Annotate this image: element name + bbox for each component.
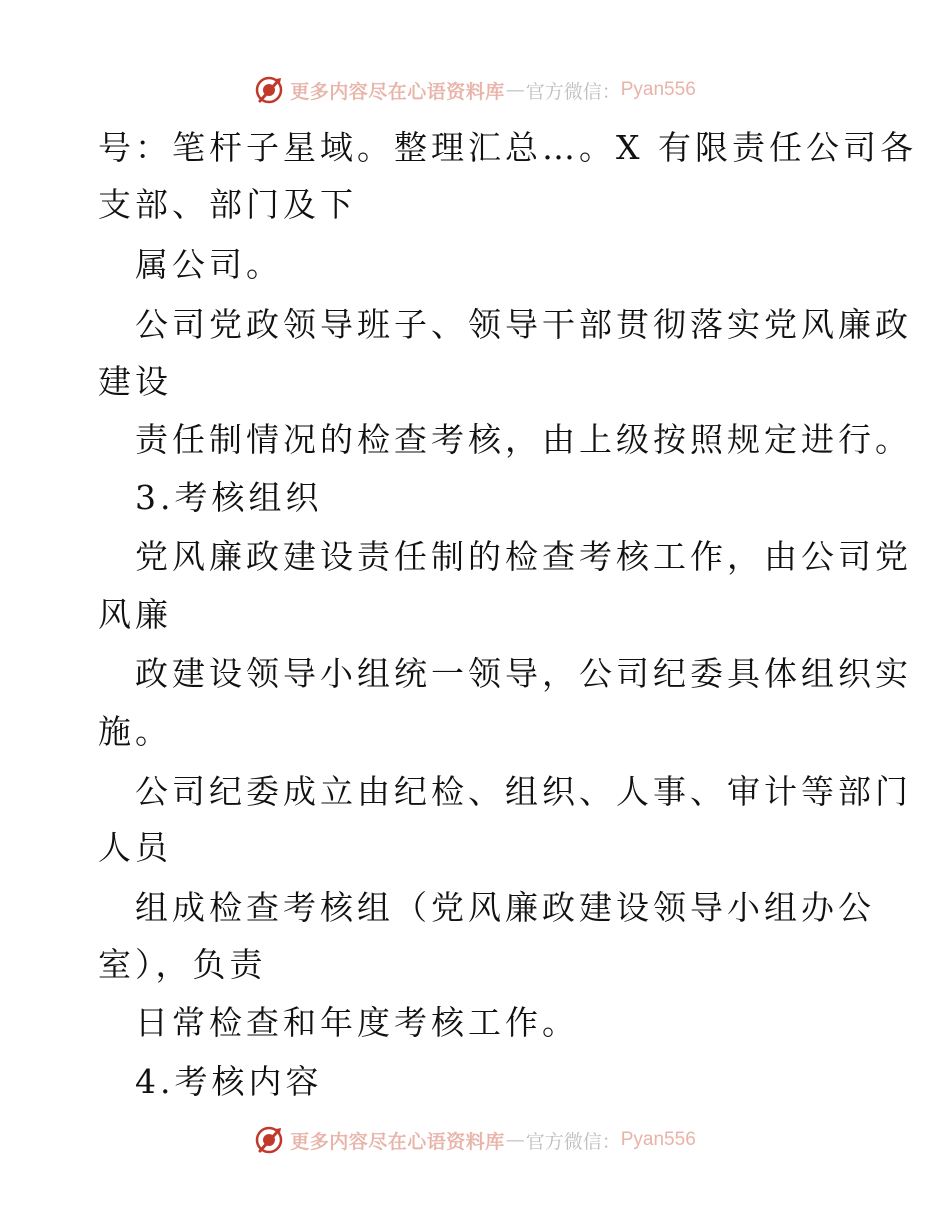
text-line: 建设 [98, 362, 172, 401]
text-line: 公司纪委成立由纪检、组织、人事、审计等部门 [135, 772, 912, 811]
section-heading: 4.考核内容 [135, 1062, 323, 1101]
text-line: 人员 [98, 828, 172, 867]
text-line: 责任制情况的检查考核，由上级按照规定进行。 [135, 420, 912, 459]
text-line: 组成检查考核组（党风廉政建设领导小组办公 [135, 888, 875, 927]
text-line: 政建设领导小组统一领导，公司纪委具体组织实 [135, 654, 912, 693]
section-heading: 3.考核组织 [135, 478, 323, 517]
header-site-text: 更多内容尽在心语资料库 [290, 80, 505, 103]
footer-wechat-handle: Pyan556 [620, 1129, 696, 1150]
text-line: 施。 [98, 712, 172, 751]
footer-wechat-label: 官方微信： [525, 1130, 621, 1153]
footer-site-text: 更多内容尽在心语资料库 [290, 1130, 505, 1153]
text-line: 属公司。 [135, 245, 283, 284]
text-line: 风廉 [98, 595, 172, 634]
text-line: 党风廉政建设责任制的检查考核工作，由公司党 [135, 537, 912, 576]
text-line: 公司党政领导班子、领导干部贯彻落实党风廉政 [135, 305, 912, 344]
text-line: 支部、部门及下 [98, 185, 357, 224]
header-wechat-label: 官方微信： [525, 80, 621, 103]
pen-circle-logo-icon [254, 1125, 284, 1155]
footer-separator: — [505, 1129, 525, 1151]
text-line: 号：笔杆子星域。整理汇总…。X 有限责任公司各 [98, 128, 917, 167]
header-wechat-handle: Pyan556 [620, 79, 696, 100]
text-line: 室），负责 [98, 945, 267, 984]
header-separator: — [505, 79, 525, 101]
footer-banner [0, 1120, 950, 1160]
text-line: 日常检查和年度考核工作。 [135, 1003, 579, 1042]
